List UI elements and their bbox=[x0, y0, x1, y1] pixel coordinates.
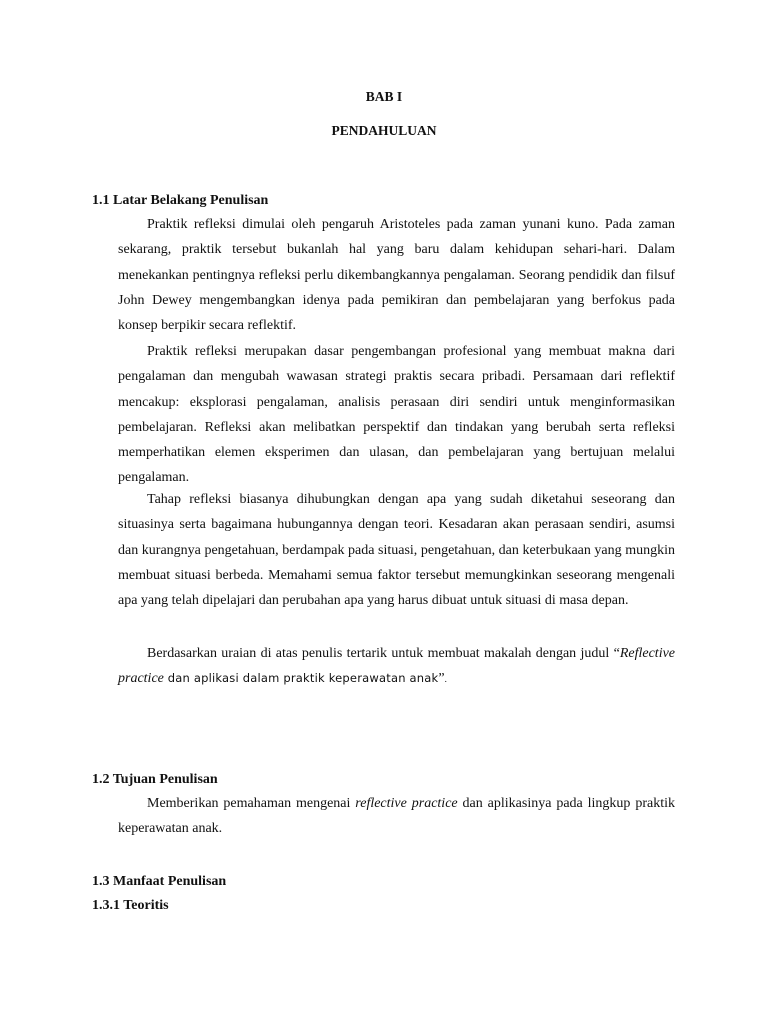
paragraph-1-2-after: dan aplikasinya pada lingkup praktik keperawatan anak. bbox=[118, 796, 675, 837]
title-end-period: . bbox=[444, 674, 447, 685]
section-heading-1-2: 1.2 Tujuan Penulisan bbox=[92, 772, 218, 787]
paragraph-1-1-c: Tahap refleksi biasanya dihubungkan dengan apa yang sudah diketahui seseorang dan situasinya serta bagaimana hubungannya dengan teori. Kesadaran akan perasaan sendiri, asumsi dan kurangnya pengetahuan, berdampak pada situasi, pengetahuan, dan keterbukaan yang mungkin membuat situasi berbeda. Memahami semua faktor tersebut memungkinkan seseorang mengenali apa yang telah dipelajari dan perubahan apa yang harus dibuat untuk situasi di masa depan. bbox=[118, 492, 675, 609]
paragraph-1-1-d bbox=[118, 641, 675, 693]
paragraph-1-1-a: Praktik refleksi dimulai oleh pengaruh Aristoteles pada zaman yunani kuno. Pada zaman sekarang, praktik tersebut bukanlah hal yang baru dalam kehidupan sehari-hari. Dalam menekankan pentingnya refleksi perlu dikembangkannya pengalaman. Seorang pendidik dan filsuf John Dewey mengembangkan idenya pada pemikiran dan pembelajaran yang berfokus pada konsep berpikir secara reflektif. bbox=[118, 217, 675, 334]
paragraph-1-2 bbox=[118, 791, 675, 842]
section-heading-1-3: 1.3 Manfaat Penulisan bbox=[92, 874, 227, 889]
paragraph-1-1-d-text: Berdasarkan uraian di atas penulis tertarik untuk membuat makalah dengan judul bbox=[147, 646, 610, 661]
title-italic: Reflective practice bbox=[118, 646, 676, 687]
paragraph-1-2-italic: reflective practice bbox=[355, 796, 458, 811]
paragraph-1-1-b: Praktik refleksi merupakan dasar pengembangan profesional yang membuat makna dari pengalaman dan mengubah wawasan strategi praktis secara pribadi. Persamaan dari reflektif mencakup: eksplorasi pengalaman, analisis perasaan diri sendiri untuk menginformasikan pembelajaran. Refleksi akan melibatkan perspektif dan tindakan yang berubah serta refleksi memperhatikan elemen eksperimen dan ulasan, dan pembelajaran yang bertujuan melalui pengalaman. bbox=[118, 344, 675, 486]
title-open-quote: “ bbox=[613, 646, 620, 661]
title-close-quote: ” bbox=[438, 671, 445, 687]
title-rest: dan aplikasi dalam praktik keperawatan anak bbox=[163, 671, 439, 686]
chapter-title: PENDAHULUAN bbox=[331, 123, 437, 138]
section-heading-1-1: 1.1 Latar Belakang Penulisan bbox=[92, 193, 269, 208]
paragraph-1-2-before: Memberikan pemahaman mengenai bbox=[147, 796, 356, 811]
chapter-number: BAB I bbox=[365, 89, 403, 104]
subsection-heading-1-3-1: 1.3.1 Teoritis bbox=[92, 898, 169, 913]
